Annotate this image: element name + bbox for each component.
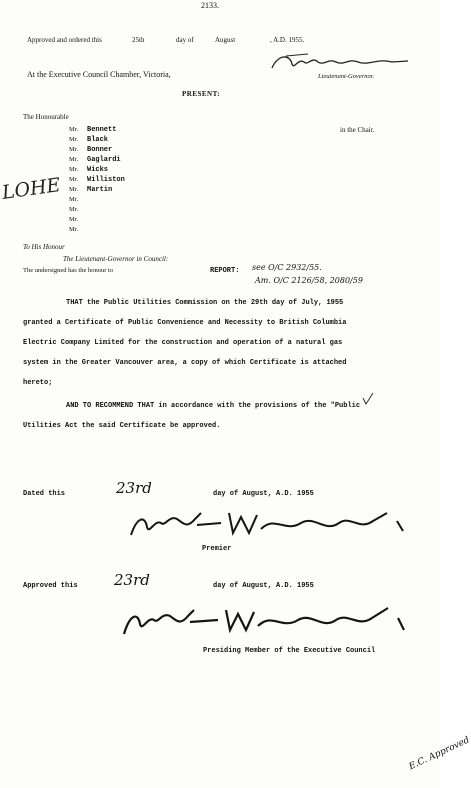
member-prefix: Mr. [69, 216, 79, 223]
page-number: 2133. [201, 1, 219, 10]
member-name: Bennett [87, 126, 117, 134]
approved-ordered-day-of: day of [176, 36, 194, 44]
member-prefix: Mr. [69, 206, 79, 213]
presiding-member-title: Presiding Member of the Executive Council [203, 647, 376, 655]
approved-ordered-label: Approved and ordered this [27, 36, 102, 44]
lieutenant-governor-in-council: The Lieutenant-Governor in Council: [63, 255, 169, 263]
undersigned-line: The undersigned has the honour to [23, 267, 114, 274]
member-name: Williston [87, 176, 125, 184]
member-prefix: Mr. [69, 156, 79, 163]
member-name: Wicks [87, 166, 109, 174]
margin-handwritten-note: LOHE [0, 174, 62, 204]
member-name: Gaglardi [87, 156, 121, 164]
body-line: THAT the Public Utilities Commission on the 29th day of July, 1955 [66, 299, 344, 307]
dated-day-handwritten: 23rd [116, 479, 152, 497]
body-line: hereto; [23, 379, 53, 387]
to-his-honour: To His Honour [23, 243, 65, 251]
body-line: granted a Certificate of Public Convenience and Necessity to British Columbia [23, 319, 347, 327]
member-prefix: Mr. [69, 226, 79, 233]
present-heading: PRESENT: [182, 90, 221, 98]
member-prefix: Mr. [69, 176, 79, 183]
member-name: Bonner [87, 146, 113, 154]
approved-rest: day of August, A.D. 1955 [213, 582, 314, 590]
member-prefix: Mr. [69, 126, 79, 133]
member-prefix: Mr. [69, 186, 79, 193]
handwritten-reference-2: Am. O/C 2126/58, 2080/59 [255, 276, 363, 285]
approved-ordered-day: 25th [132, 36, 145, 44]
premier-signature [125, 505, 415, 545]
body-line: AND TO RECOMMEND THAT in accordance with the provisions of the "Public [66, 402, 361, 410]
report-label: REPORT: [210, 267, 240, 275]
body-line: Electric Company Limited for the construction and operation of a natural gas [23, 339, 343, 347]
corner-handwritten-initials: E.C. Approved [407, 735, 471, 773]
member-prefix: Mr. [69, 196, 79, 203]
the-honourable: The Honourable [23, 113, 69, 121]
presiding-member-signature [118, 600, 418, 644]
member-prefix: Mr. [69, 166, 79, 173]
in-the-chair: in the Chair. [340, 126, 375, 134]
premier-title: Premier [202, 545, 232, 553]
dated-label: Dated this [23, 490, 66, 498]
approved-label: Approved this [23, 582, 78, 590]
lieutenant-governor-title: Lieutenant-Governor. [318, 73, 375, 80]
approved-ordered-month: August [215, 36, 236, 44]
dated-rest: day of August, A.D. 1955 [213, 490, 314, 498]
body-line: system in the Greater Vancouver area, a copy of which Certificate is attached [23, 359, 347, 367]
member-name: Black [87, 136, 109, 144]
handwritten-tick-mark [362, 392, 374, 406]
approved-day-handwritten: 23rd [114, 571, 150, 589]
member-name: Martin [87, 186, 113, 194]
chamber-line: At the Executive Council Chamber, Victoria, [27, 70, 171, 79]
member-prefix: Mr. [69, 136, 79, 143]
handwritten-reference-1: see O/C 2932/55. [252, 263, 322, 272]
body-line: Utilities Act the said Certificate be approved. [23, 422, 221, 430]
approved-ordered-year: , A.D. 1955. [270, 36, 305, 44]
member-prefix: Mr. [69, 146, 79, 153]
